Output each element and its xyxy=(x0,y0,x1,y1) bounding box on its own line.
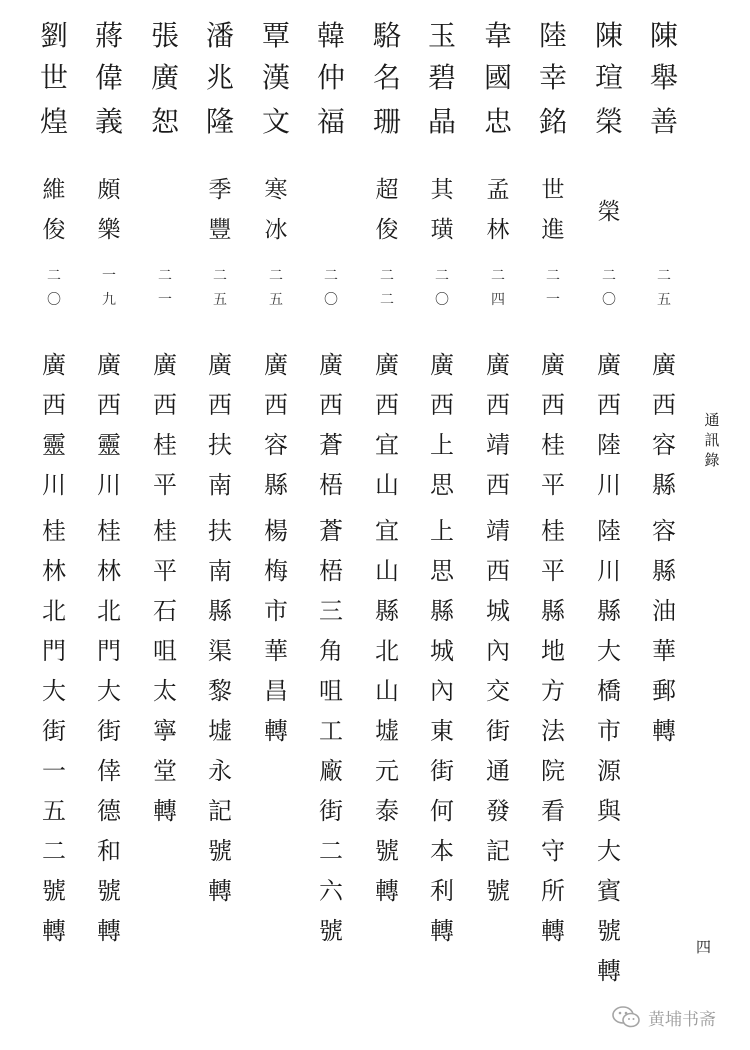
watermark xyxy=(612,1002,740,1032)
entry-address: 陸 川 縣 大 橋 市 源 與 大 賓 號 轉 xyxy=(597,517,621,985)
page-number: 四 xyxy=(696,938,712,956)
side-label-char: 通 xyxy=(704,411,720,429)
entry-address: 靖 西 城 內 交 街 通 發 記 號 xyxy=(486,517,510,905)
entry-address: 桂 平 石 咀 太 寧 堂 轉 xyxy=(153,517,177,825)
entry-address: 容 縣 油 華 郵 轉 xyxy=(652,517,676,745)
side-label-char: 訊 xyxy=(704,431,720,449)
side-label-char: 錄 xyxy=(704,451,720,469)
watermark-text: 黄埔书斋 xyxy=(648,1009,716,1030)
entry-address: 楊 梅 市 華 昌 轉 xyxy=(264,517,288,745)
entry-address: 扶 南 縣 渠 黎 墟 永 記 號 轉 xyxy=(208,517,232,905)
entry-address: 宜 山 縣 北 山 墟 元 泰 號 轉 xyxy=(375,517,399,905)
entry-address: 蒼 梧 三 角 咀 工 廠 街 二 六 號 xyxy=(319,517,343,945)
side-label xyxy=(700,410,724,470)
entry-address: 桂 平 縣 地 方 法 院 看 守 所 轉 xyxy=(541,517,565,945)
wechat-icon xyxy=(612,1005,642,1029)
entry-address: 上 思 縣 城 內 東 街 何 本 利 轉 xyxy=(430,517,454,945)
entry-address: 桂 林 北 門 大 街 倖 德 和 號 轉 xyxy=(97,517,121,945)
entry-address: 桂 林 北 門 大 街 一 五 二 號 轉 xyxy=(42,517,66,945)
